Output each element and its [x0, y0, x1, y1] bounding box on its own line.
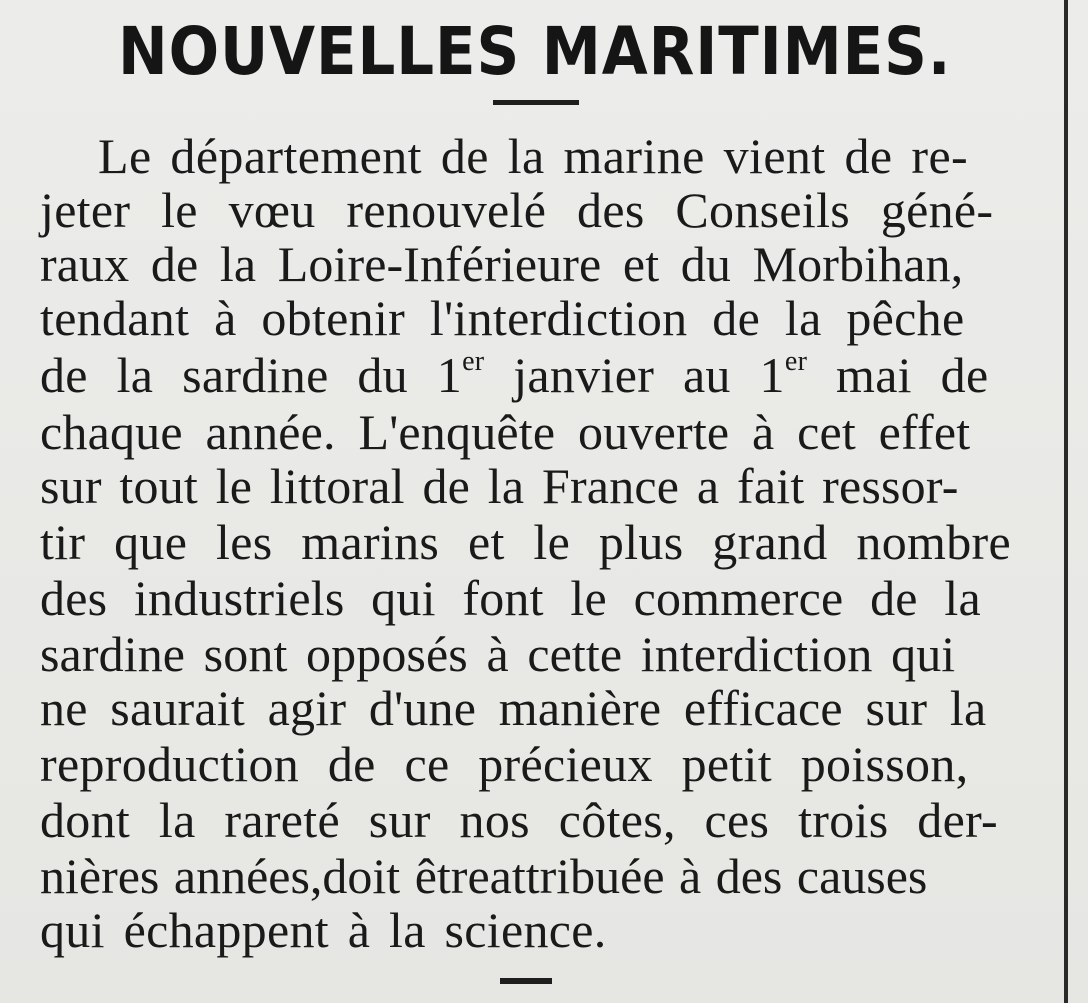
article-line-9: des industriels qui font le commerce de la	[40, 570, 981, 626]
article-line-3: raux de la Loire-Inférieure et du Morbihan,	[40, 236, 964, 292]
article-line-4: tendant à obtenir l'interdiction de la pêche	[40, 290, 965, 346]
article-line-7: sur tout le littoral de la France a fait ressor-	[40, 458, 959, 514]
article-headline: NOUVELLES MARITIMES.	[118, 13, 952, 90]
article-line-2: jeter le vœu renouvelé des Conseils géné-	[40, 182, 994, 238]
article-line-1: Le département de la marine vient de re-	[98, 128, 969, 184]
article-line-14: nières années,doit êtreattribuée à des causes	[40, 848, 928, 904]
article-line-13: dont la rareté sur nos côtes, ces trois der-	[40, 792, 998, 848]
article-line-12: reproduction de ce précieux petit poisson,	[40, 736, 969, 792]
line-5-part-c: mai de	[807, 347, 989, 403]
article-line-6: chaque année. L'enquête ouverte à cet effet	[40, 404, 971, 460]
article-line-8: tir que les marins et le plus grand nombre	[40, 514, 1011, 570]
article-line-11: ne saurait agir d'une manière efficace sur la	[40, 680, 987, 736]
article-line-10: sardine sont opposés à cette interdiction qui	[40, 626, 956, 682]
article-end-separator	[500, 978, 552, 984]
article-line-5	[40, 343, 988, 407]
line-5-part-a: de la sardine du 1	[40, 347, 463, 403]
article-line-15: qui échappent à la science.	[40, 902, 607, 958]
superscript-er-1: er	[462, 346, 485, 377]
line-5-part-b: janvier au 1	[484, 347, 785, 403]
superscript-er-2: er	[784, 346, 808, 377]
